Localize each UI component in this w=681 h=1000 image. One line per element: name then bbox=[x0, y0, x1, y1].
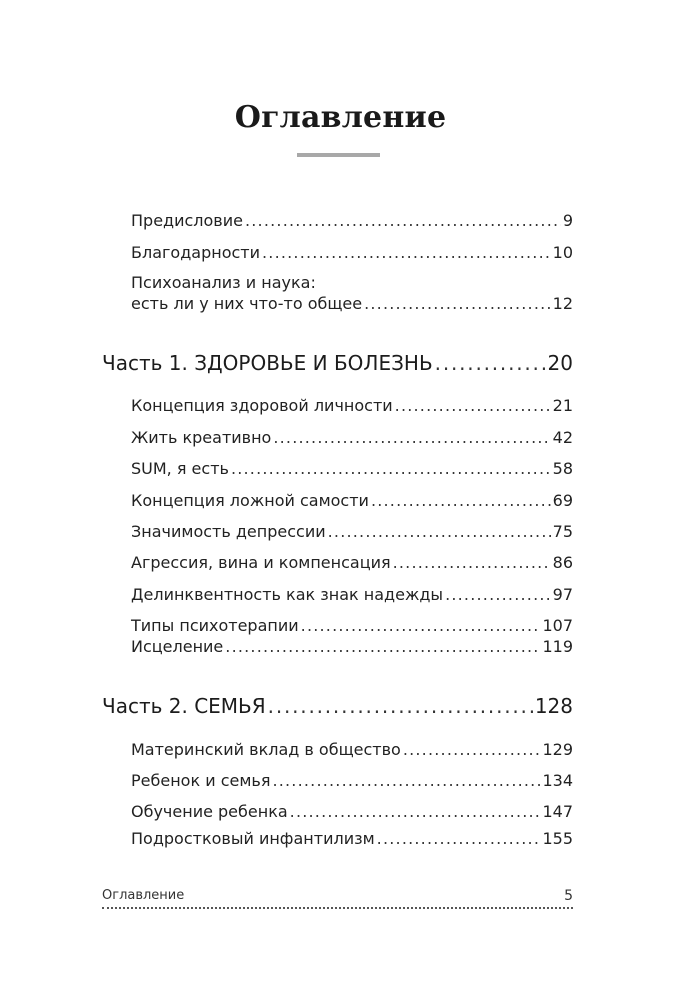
dot-leader bbox=[393, 553, 551, 572]
dot-leader bbox=[290, 802, 541, 821]
toc-entry-label: Агрессия, вина и компенсация bbox=[131, 553, 391, 572]
toc-entry-page: 21 bbox=[552, 396, 573, 415]
dot-leader bbox=[245, 211, 561, 230]
toc-entry-page: 42 bbox=[552, 428, 573, 447]
toc-entry-page: 12 bbox=[552, 294, 573, 313]
toc-entry-page: 129 bbox=[542, 740, 573, 759]
toc-entry[interactable] bbox=[131, 616, 573, 635]
dot-leader bbox=[395, 396, 551, 415]
dot-leader bbox=[225, 637, 540, 656]
toc-entry-label: Благодарности bbox=[131, 243, 260, 262]
toc-entry-label: Делинквентность как знак надежды bbox=[131, 585, 444, 604]
toc-entry[interactable] bbox=[131, 771, 573, 790]
toc-entry-label: Материнский вклад в общество bbox=[131, 740, 401, 759]
toc-entry[interactable] bbox=[131, 459, 573, 478]
toc-entry-label: Значимость депрессии bbox=[131, 522, 326, 541]
dot-leader bbox=[301, 616, 541, 635]
toc-entry[interactable] bbox=[131, 491, 573, 510]
toc-part-page: 20 bbox=[547, 351, 573, 375]
dot-leader bbox=[435, 351, 546, 375]
toc-entry-page: 107 bbox=[542, 616, 573, 635]
toc-entry-page: 155 bbox=[542, 829, 573, 848]
toc-entry-page: 86 bbox=[552, 553, 573, 572]
toc-entry[interactable] bbox=[131, 396, 573, 415]
toc-entry-page: 119 bbox=[542, 637, 573, 656]
toc-entry-page: 10 bbox=[552, 243, 573, 262]
title-underline bbox=[297, 153, 380, 157]
toc-entry[interactable] bbox=[131, 740, 573, 759]
toc-entry[interactable] bbox=[131, 553, 573, 572]
page-number: 5 bbox=[564, 888, 573, 904]
toc-entry-page: 134 bbox=[542, 771, 573, 790]
dot-leader bbox=[273, 428, 550, 447]
toc-entry-label: SUM, я есть bbox=[131, 459, 229, 478]
toc-entry-label: Обучение ребенка bbox=[131, 802, 288, 821]
toc-entry[interactable] bbox=[131, 637, 573, 656]
toc-entry[interactable] bbox=[131, 211, 573, 230]
toc-entry-page: 147 bbox=[542, 802, 573, 821]
dot-leader bbox=[371, 491, 551, 510]
toc-part-label: Часть 2. СЕМЬЯ bbox=[102, 694, 266, 718]
toc-entry-label-line1: Психоанализ и наука: bbox=[131, 273, 316, 292]
dot-leader bbox=[328, 522, 551, 541]
toc-entry[interactable] bbox=[131, 585, 573, 604]
toc-entry-page: 75 bbox=[552, 522, 573, 541]
dot-leader bbox=[268, 694, 533, 718]
toc-entry-label: Предисловие bbox=[131, 211, 243, 230]
dot-leader bbox=[445, 585, 551, 604]
toc-part-heading[interactable] bbox=[102, 351, 573, 375]
running-footer-title: Оглавление bbox=[102, 888, 185, 903]
toc-entry-label: Исцеление bbox=[131, 637, 224, 656]
toc-entry-label: Типы психотерапии bbox=[131, 616, 299, 635]
page-title: Оглавление bbox=[234, 100, 447, 135]
dot-leader bbox=[231, 459, 551, 478]
toc-entry-label: Концепция здоровой личности bbox=[131, 396, 393, 415]
toc-entry[interactable] bbox=[131, 243, 573, 262]
dot-leader bbox=[272, 771, 540, 790]
dot-leader bbox=[364, 294, 551, 313]
toc-entry-label: есть ли у них что-то общее bbox=[131, 294, 363, 313]
toc-entry[interactable] bbox=[131, 428, 573, 447]
toc-part-page: 128 bbox=[534, 694, 573, 718]
dot-leader bbox=[262, 243, 551, 262]
toc-entry-label: Жить креативно bbox=[131, 428, 272, 447]
toc-entry-label: Концепция ложной самости bbox=[131, 491, 369, 510]
toc-entry[interactable] bbox=[131, 522, 573, 541]
dot-leader bbox=[377, 829, 541, 848]
toc-part-label: Часть 1. ЗДОРОВЬЕ И БОЛЕЗНЬ bbox=[102, 351, 433, 375]
dot-leader bbox=[403, 740, 541, 759]
toc-entry-label: Подростковый инфантилизм bbox=[131, 829, 375, 848]
toc-entry[interactable] bbox=[131, 829, 573, 848]
toc-entry-page: 58 bbox=[552, 459, 573, 478]
toc-entry[interactable] bbox=[131, 294, 573, 313]
toc-entry-page: 97 bbox=[552, 585, 573, 604]
toc-entry-label: Ребенок и семья bbox=[131, 771, 271, 790]
toc-entry-page: 9 bbox=[562, 211, 573, 230]
toc-entry-page: 69 bbox=[552, 491, 573, 510]
footer-dotted-rule bbox=[102, 907, 573, 909]
toc-part-heading[interactable] bbox=[102, 694, 573, 718]
toc-entry[interactable] bbox=[131, 802, 573, 821]
